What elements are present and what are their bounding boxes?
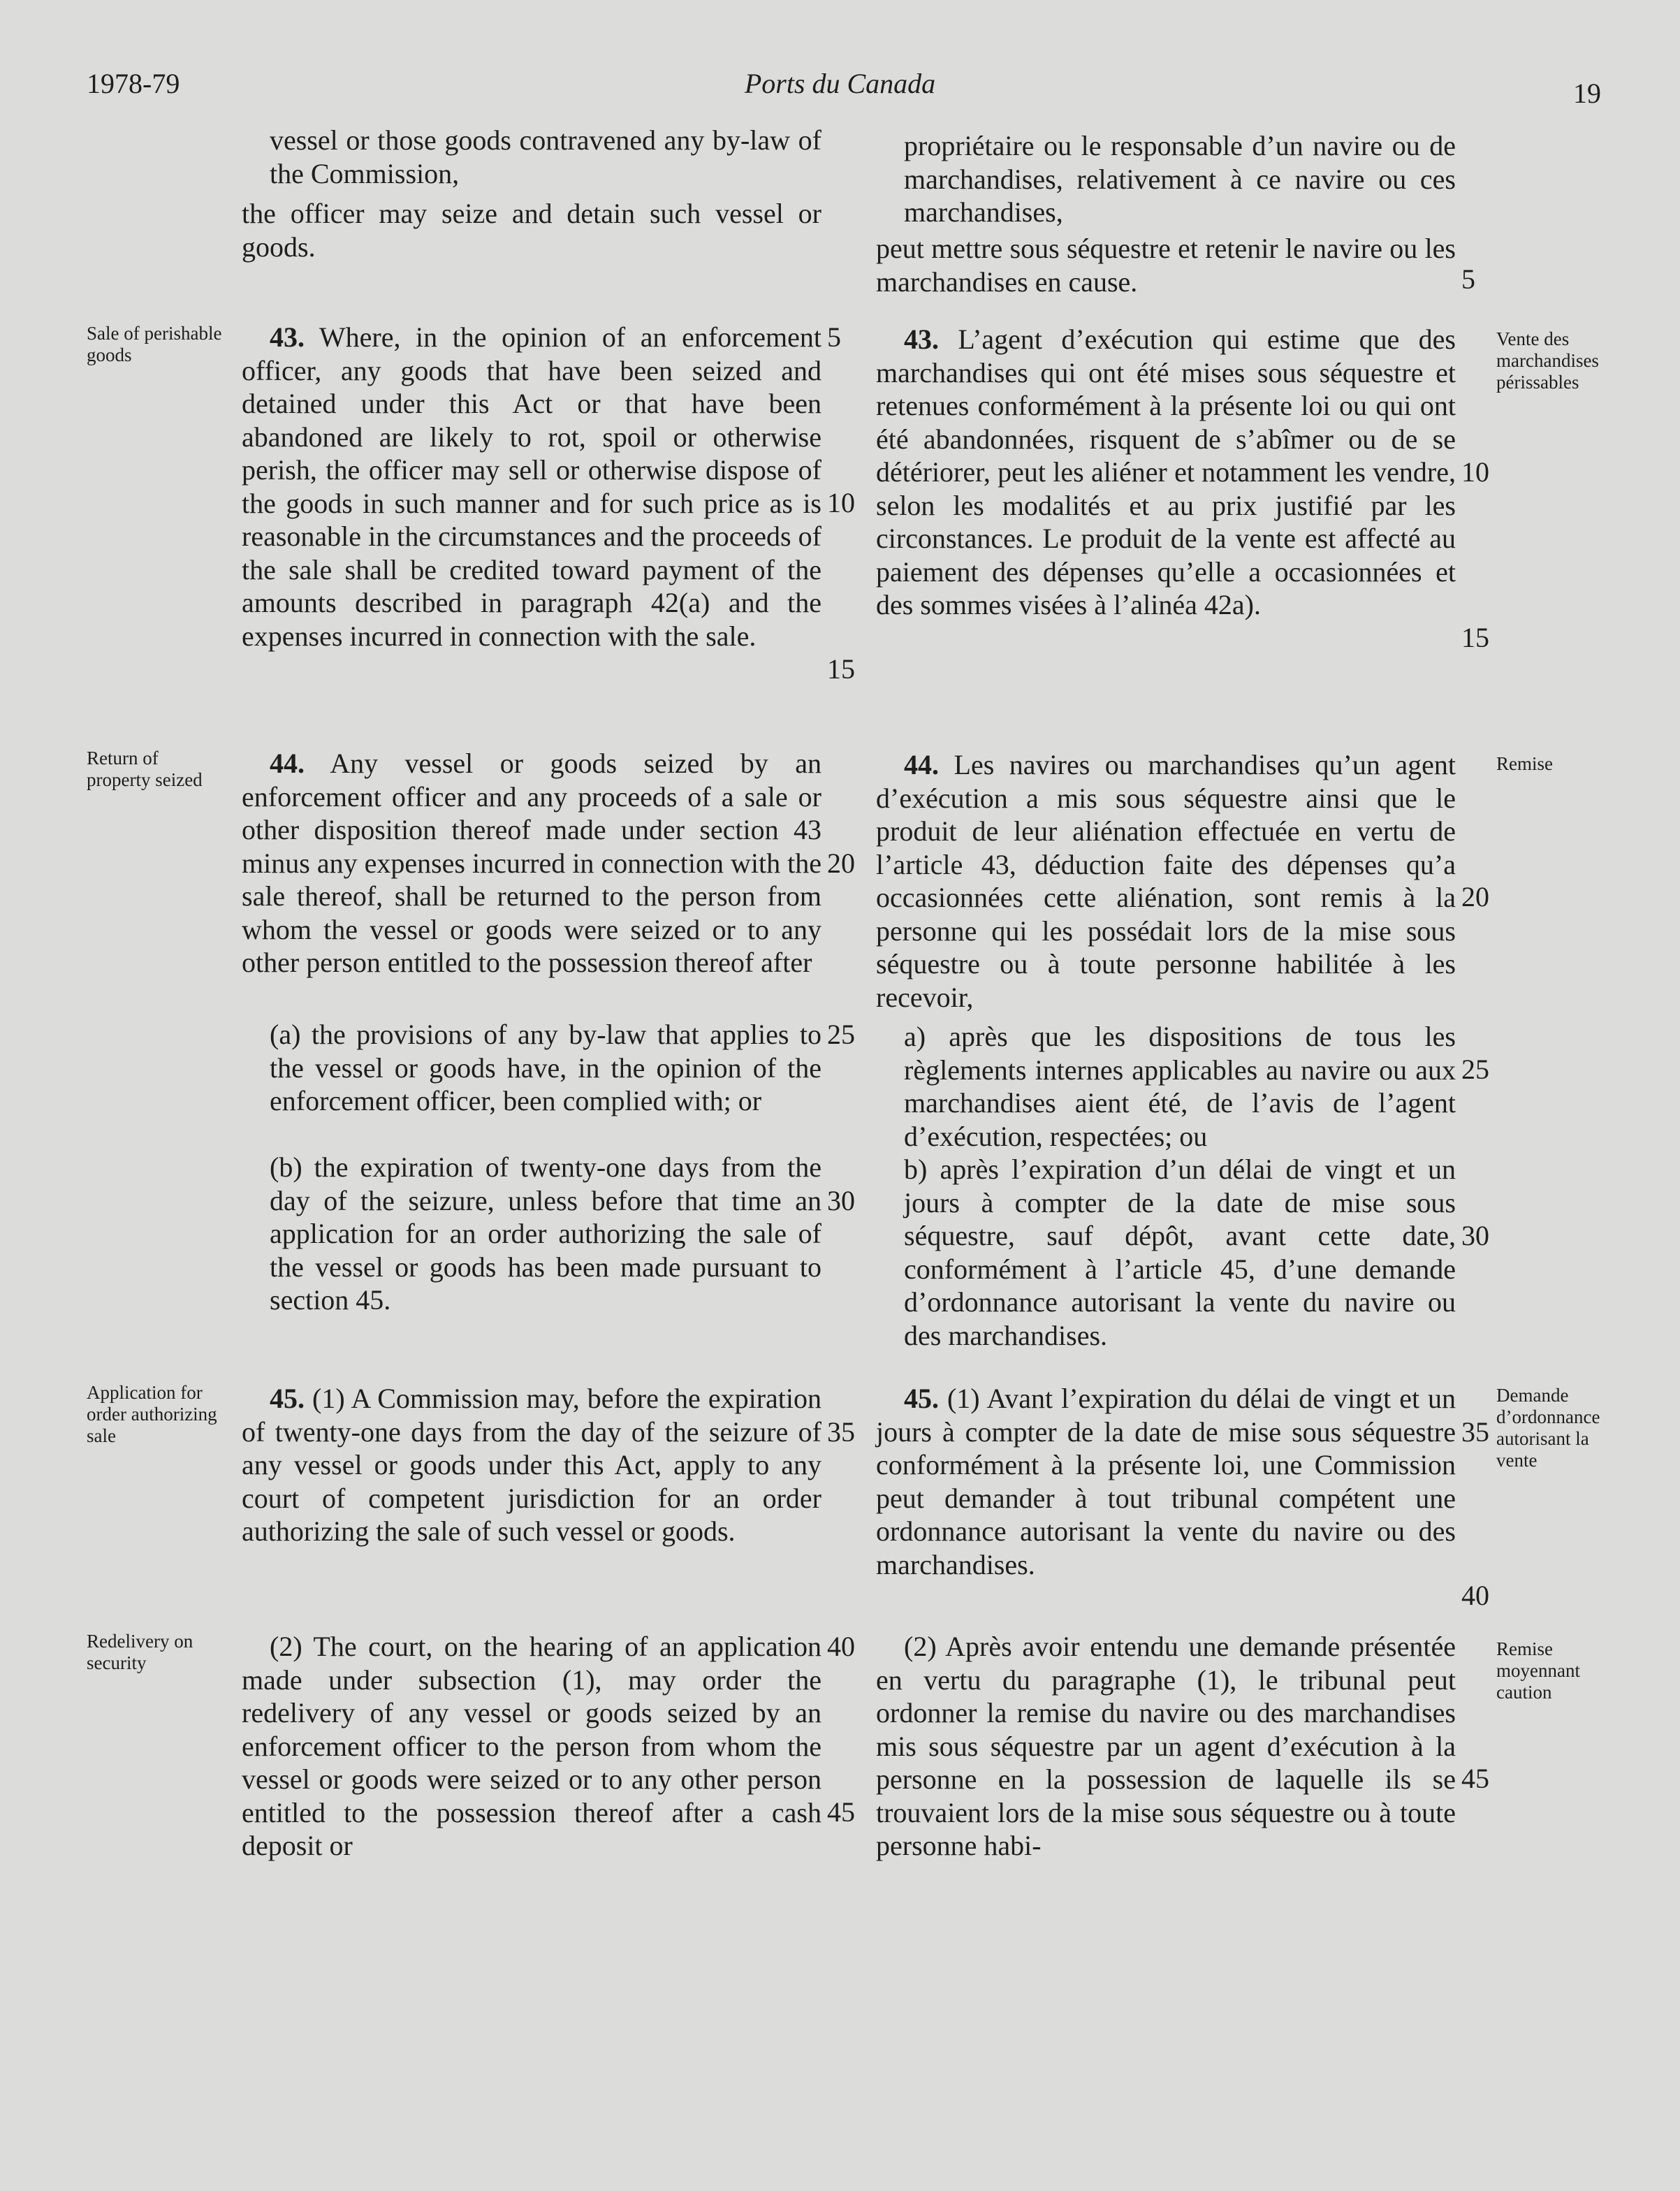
line-number: 30 <box>1461 1220 1489 1251</box>
fr-section-44: 44. Les navires ou marchandises qu’un agent d’exécution a mis sous séquestre ainsi que le produit de leur aliénation effectuée en vertu de l’article 43, déduction faite des dépenses qu’a occasionnées cette aliénation, sont remis à la personne qui les possédait lors de la mise sous séquestre ou à toute personne habilitée à les recevoir, <box>876 749 1456 1013</box>
en-section-45-2: (2) The court, on the hearing of an application made under subsection (1), may order the redelivery of any vessel or goods seized by an enforcement officer to the person from whom the vessel or goods were seized or to any other person entitled to the possession thereof after a cash deposit or <box>242 1631 821 1861</box>
line-number: 20 <box>1461 881 1489 912</box>
line-number: 30 <box>827 1185 855 1216</box>
margin-note-left: Redelivery on security <box>87 1631 193 1673</box>
line-number: 5 <box>1461 263 1475 295</box>
en-continuation-b: the officer may seize and detain such vessel or goods. <box>242 198 821 263</box>
line-number: 25 <box>1461 1054 1489 1085</box>
line-number: 20 <box>827 847 855 879</box>
section-number: 45. <box>270 1383 305 1414</box>
margin-note-right: Remise <box>1496 753 1553 774</box>
line-number: 25 <box>827 1019 855 1050</box>
section-number: 45. <box>904 1383 939 1414</box>
section-number: 43. <box>270 321 305 353</box>
fr-paragraph-44a: a) après que les dispositions de tous les règlements internes applicables au navire ou aux marchandises aient été, de l’avis de l’agent d’exécution, respectées; ou <box>904 1021 1456 1152</box>
en-continuation-a: vessel or those goods contravened any by-law of the Commission, <box>270 124 821 189</box>
line-number: 45 <box>1461 1763 1489 1794</box>
en-paragraph-44b: (b) the expiration of twenty-one days from the day of the seizure, unless before that time an application for an order authorizing the sale of the vessel or goods has been made pursuant to section 45. <box>270 1151 821 1316</box>
header-year: 1978-79 <box>87 68 180 99</box>
en-section-45-1: 45. (1) A Commission may, before the expiration of twenty-one days from the day of the seizure of any vessel or goods under this Act, apply to any court of competent jurisdiction for an order authorizing the sale of such vessel or goods. <box>242 1383 821 1547</box>
line-number: 15 <box>1461 622 1489 653</box>
fr-paragraph-44b: b) après l’expiration d’un délai de vingt et un jours à compter de la date de mise sous séquestre, sauf dépôt, avant cette date, conformément à l’article 45, d’une demande d’ordonnance autorisant la vente du navire ou des marchandises. <box>904 1153 1456 1351</box>
header-title: Ports du Canada <box>744 68 936 99</box>
line-number: 45 <box>827 1796 855 1828</box>
line-number: 15 <box>827 653 855 685</box>
margin-note-right: Remise moyennant caution <box>1496 1638 1580 1703</box>
margin-note-right: Vente des marchandises périssables <box>1496 328 1599 393</box>
line-number: 10 <box>1461 456 1489 488</box>
fr-continuation-b: peut mettre sous séquestre et retenir le navire ou les marchandises en cause. <box>876 233 1456 298</box>
section-number: 43. <box>904 323 939 355</box>
fr-continuation-a: propriétaire ou le responsable d’un navire ou de marchandises, relativement à ce navire ou ces marchandises, <box>904 130 1456 228</box>
margin-note-left: Application for order authorizing sale <box>87 1382 217 1446</box>
line-number: 5 <box>827 321 841 353</box>
margin-note-left: Return of property seized <box>87 748 203 790</box>
fr-section-45-2: (2) Après avoir entendu une demande présentée en vertu du paragraphe (1), le tribunal peut ordonner la remise du navire ou des marchandises mis sous séquestre par un agent d’exécution à la personne en la possession de laquelle ils se trouvaient lors de la mise sous séquestre ou à toute personne habi- <box>876 1631 1456 1861</box>
line-number: 10 <box>827 487 855 518</box>
line-number: 40 <box>1461 1580 1489 1611</box>
margin-note-right: Demande d’ordonnance autorisant la vente <box>1496 1385 1600 1471</box>
margin-note-left: Sale of perishable goods <box>87 323 222 365</box>
section-number: 44. <box>904 749 939 780</box>
line-number: 40 <box>827 1631 855 1662</box>
line-number: 35 <box>1461 1416 1489 1448</box>
section-number: 44. <box>270 748 305 779</box>
fr-section-43: 43. L’agent d’exécution qui estime que des marchandises qui ont été mises sous séquestre et retenues conformément à la présente loi ou qui ont été abandonnées, risquent de s’abîmer ou de se détériorer, peut les aliéner et notamment les vendre, selon les modalités et au prix justifié par les circonstances. Le produit de la vente est affecté au paiement des dépenses qu’elle a occasionnées et des sommes visées à l’alinéa 42a). <box>876 323 1456 620</box>
page-number: 19 <box>1573 78 1601 109</box>
en-section-43: 43. Where, in the opinion of an enforcement officer, any goods that have been seized and detained under this Act or that have been abandoned are likely to rot, spoil or otherwise perish, the officer may sell or otherwise dispose of the goods in such manner and for such price as is reasonable in the circumstances and the proceeds of the sale shall be credited toward payment of the amounts described in paragraph 42(a) and the expenses incurred in connection with the sale. <box>242 321 822 652</box>
fr-section-45-1: 45. (1) Avant l’expiration du délai de vingt et un jours à compter de la date de mise sous séquestre conformément à la présente loi, une Commission peut demander à tout tribunal compétent une ordonnance autorisant la vente du navire ou des marchandises. <box>876 1383 1456 1580</box>
en-section-44: 44. Any vessel or goods seized by an enforcement officer and any proceeds of a sale or other disposition thereof made under section 43 minus any expenses incurred in connection with the sale thereof, shall be returned to the person from whom the vessel or goods were seized or to any other person entitled to the possession thereof after <box>242 748 821 978</box>
en-paragraph-44a: (a) the provisions of any by-law that applies to the vessel or goods have, in the opinion of the enforcement officer, been complied with; or <box>270 1019 821 1116</box>
line-number: 35 <box>827 1416 855 1448</box>
